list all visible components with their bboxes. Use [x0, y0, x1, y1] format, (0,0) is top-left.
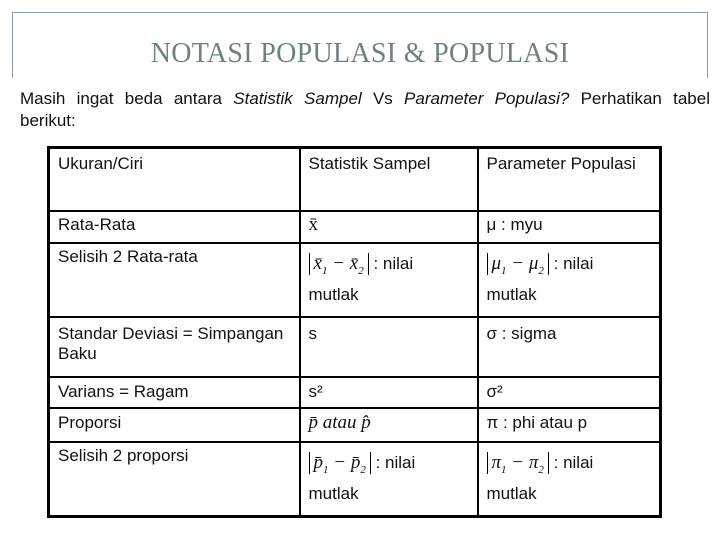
minus-sign: −: [511, 253, 525, 274]
header-statistik-sampel: Statistik Sampel: [300, 148, 478, 212]
intro-word: antara: [173, 89, 223, 108]
absolute-value-expression: [309, 452, 371, 474]
cell-ciri: Proporsi: [49, 408, 300, 442]
subscript: 1: [321, 264, 328, 277]
table-row: [49, 408, 661, 442]
cell-ciri: Selisih 2 Rata-rata: [49, 243, 300, 317]
table-row: [49, 377, 661, 408]
intro-word: Parameter: [404, 89, 484, 108]
intro-text: [20, 88, 710, 132]
absolute-value-expression: [309, 253, 369, 275]
cell-line2: mutlak: [486, 285, 537, 304]
subscript: 1: [501, 264, 507, 277]
cell-sampel: s²: [300, 377, 478, 408]
intro-word: Statistik: [233, 89, 293, 108]
intro-word: Sampel: [304, 89, 362, 108]
cell-ciri: Selisih 2 proporsi: [49, 442, 300, 516]
absolute-value-expression: [487, 253, 549, 275]
intro-line-1: [20, 88, 710, 110]
subscript: 2: [538, 264, 544, 277]
cell-sampel: [300, 243, 478, 317]
symbol-x-bar: x̄: [308, 214, 318, 235]
minus-sign: −: [332, 253, 346, 274]
minus-sign: −: [333, 452, 347, 473]
subscript: 2: [538, 463, 544, 476]
header-ukuran-ciri: Ukuran/Ciri: [49, 148, 300, 212]
intro-word: Populasi?: [494, 89, 570, 108]
symbol-pi: π: [528, 452, 539, 473]
cell-suffix: : nilai: [375, 453, 416, 472]
cell-ciri: Standar Deviasi = Simpangan Baku: [49, 317, 300, 377]
table-row: [49, 442, 661, 516]
symbol-mu: μ: [528, 253, 539, 274]
cell-ciri: Rata-Rata: [49, 211, 300, 243]
cell-populasi: σ²: [478, 377, 661, 408]
symbol-p-bar-or-hat: p̄ atau p̂: [308, 412, 371, 433]
table-row: [49, 211, 661, 243]
cell-suffix: : nilai: [553, 453, 594, 472]
cell-populasi: [478, 243, 661, 317]
intro-word: beda: [124, 89, 163, 108]
subscript: 2: [358, 264, 364, 277]
absolute-value-expression: [487, 452, 549, 474]
symbol-x-bar: x̄: [349, 253, 359, 274]
cell-sampel: [300, 442, 478, 516]
table-row: [49, 317, 661, 377]
header-parameter-populasi: Parameter Populasi: [478, 148, 661, 212]
intro-word: tabel: [673, 89, 710, 108]
table-row: [49, 243, 661, 317]
symbol-pi: π: [491, 452, 502, 473]
notation-table: [47, 146, 662, 518]
intro-word: Masih: [20, 89, 66, 108]
symbol-p-bar: p̄: [350, 452, 361, 473]
cell-ciri: Varians = Ragam: [49, 377, 300, 408]
cell-line2: mutlak: [308, 285, 359, 304]
subscript: 2: [360, 463, 366, 476]
table-header-row: [49, 148, 661, 212]
intro-word: Vs: [372, 89, 393, 108]
cell-sampel: s: [300, 317, 478, 377]
slide-title: NOTASI POPULASI & POPULASI: [150, 38, 570, 69]
symbol-mu: μ: [491, 253, 502, 274]
cell-suffix: : nilai: [553, 254, 594, 273]
cell-sampel: [300, 408, 478, 442]
cell-suffix: : nilai: [373, 254, 414, 273]
cell-populasi: π : phi atau p: [478, 408, 661, 442]
subscript: 1: [501, 463, 507, 476]
intro-word: ingat: [76, 89, 114, 108]
cell-sampel: [300, 211, 478, 243]
symbol-x-bar: x̄: [313, 253, 322, 274]
cell-line2: mutlak: [308, 484, 359, 503]
cell-line2: mutlak: [486, 484, 537, 503]
cell-populasi: [478, 442, 661, 516]
symbol-p-bar: p̄: [313, 452, 323, 473]
cell-populasi: μ : myu: [478, 211, 661, 243]
minus-sign: −: [511, 452, 525, 473]
subscript: 1: [323, 463, 329, 476]
intro-line-2: berikut:: [20, 111, 76, 130]
cell-populasi: σ : sigma: [478, 317, 661, 377]
intro-word: Perhatikan: [580, 89, 662, 108]
